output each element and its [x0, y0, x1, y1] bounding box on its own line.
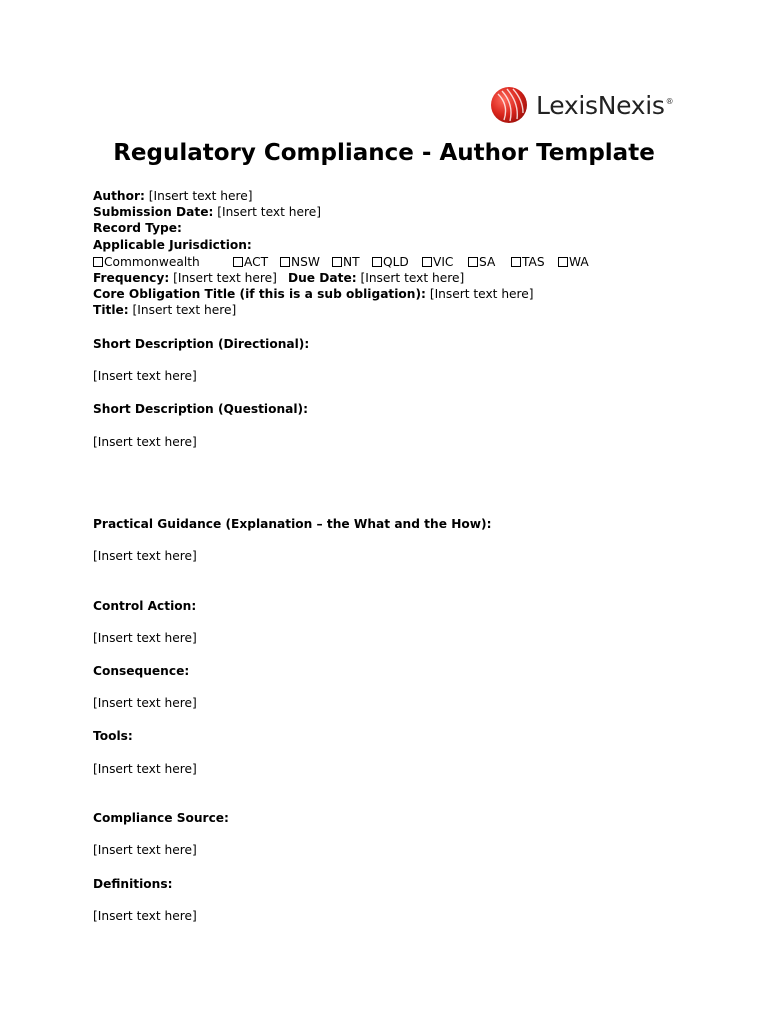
- due-date-label: Due Date:: [288, 271, 357, 285]
- frequency-label: Frequency:: [93, 271, 170, 285]
- record-type-label: Record Type:: [93, 221, 182, 235]
- submission-date-value[interactable]: [Insert text here]: [217, 205, 321, 219]
- checkbox-icon[interactable]: [280, 257, 290, 267]
- checkbox-icon[interactable]: [422, 257, 432, 267]
- checkbox-icon[interactable]: [233, 257, 243, 267]
- checkbox-icon[interactable]: [372, 257, 382, 267]
- checkbox-wa[interactable]: WA: [558, 254, 589, 270]
- checkbox-commonwealth[interactable]: Commonwealth: [93, 254, 200, 270]
- control-action-value[interactable]: [Insert text here]: [93, 631, 197, 645]
- checkbox-nsw[interactable]: NSW: [280, 254, 320, 270]
- checkbox-act[interactable]: ACT: [233, 254, 268, 270]
- short-desc-directional-heading: Short Description (Directional):: [93, 337, 310, 351]
- applicable-jurisdiction-label: Applicable Jurisdiction:: [93, 238, 252, 252]
- author-line: [93, 188, 252, 204]
- checkbox-icon[interactable]: [468, 257, 478, 267]
- lexisnexis-globe-icon: [490, 86, 528, 124]
- consequence-value[interactable]: [Insert text here]: [93, 696, 197, 710]
- tools-heading: Tools:: [93, 729, 133, 743]
- core-obligation-line: [93, 286, 534, 302]
- tools-value[interactable]: [Insert text here]: [93, 762, 197, 776]
- consequence-heading: Consequence:: [93, 664, 190, 678]
- logo-wordmark: LexisNexis®: [536, 90, 674, 120]
- jurisdiction-checkboxes: [93, 254, 613, 270]
- checkbox-nt[interactable]: NT: [332, 254, 360, 270]
- practical-guidance-heading: Practical Guidance (Explanation – the What and the How):: [93, 517, 492, 531]
- compliance-source-heading: Compliance Source:: [93, 811, 229, 825]
- title-label: Title:: [93, 303, 129, 317]
- page-title: Regulatory Compliance - Author Template: [113, 140, 655, 166]
- due-date-line: [288, 270, 464, 286]
- definitions-value[interactable]: [Insert text here]: [93, 909, 197, 923]
- core-obligation-label: Core Obligation Title (if this is a sub obligation):: [93, 287, 426, 301]
- short-desc-questional-value[interactable]: [Insert text here]: [93, 435, 197, 449]
- compliance-source-value[interactable]: [Insert text here]: [93, 843, 197, 857]
- submission-date-label: Submission Date:: [93, 205, 214, 219]
- checkbox-vic[interactable]: VIC: [422, 254, 453, 270]
- checkbox-icon[interactable]: [93, 257, 103, 267]
- checkbox-icon[interactable]: [511, 257, 521, 267]
- control-action-heading: Control Action:: [93, 599, 197, 613]
- checkbox-sa[interactable]: SA: [468, 254, 495, 270]
- practical-guidance-value[interactable]: [Insert text here]: [93, 549, 197, 563]
- short-desc-directional-value[interactable]: [Insert text here]: [93, 369, 197, 383]
- frequency-line: [93, 270, 277, 286]
- frequency-value[interactable]: [Insert text here]: [173, 271, 277, 285]
- author-value[interactable]: [Insert text here]: [148, 189, 253, 203]
- checkbox-icon[interactable]: [558, 257, 568, 267]
- core-obligation-value[interactable]: [Insert text here]: [429, 287, 534, 301]
- due-date-value[interactable]: [Insert text here]: [360, 271, 465, 285]
- checkbox-tas[interactable]: TAS: [511, 254, 545, 270]
- lexisnexis-logo: [490, 86, 673, 124]
- title-line: [93, 302, 236, 318]
- title-value[interactable]: [Insert text here]: [132, 303, 237, 317]
- definitions-heading: Definitions:: [93, 877, 173, 891]
- short-desc-questional-heading: Short Description (Questional):: [93, 402, 309, 416]
- author-label: Author:: [93, 189, 145, 203]
- checkbox-icon[interactable]: [332, 257, 342, 267]
- submission-date-line: [93, 204, 321, 220]
- checkbox-qld[interactable]: QLD: [372, 254, 409, 270]
